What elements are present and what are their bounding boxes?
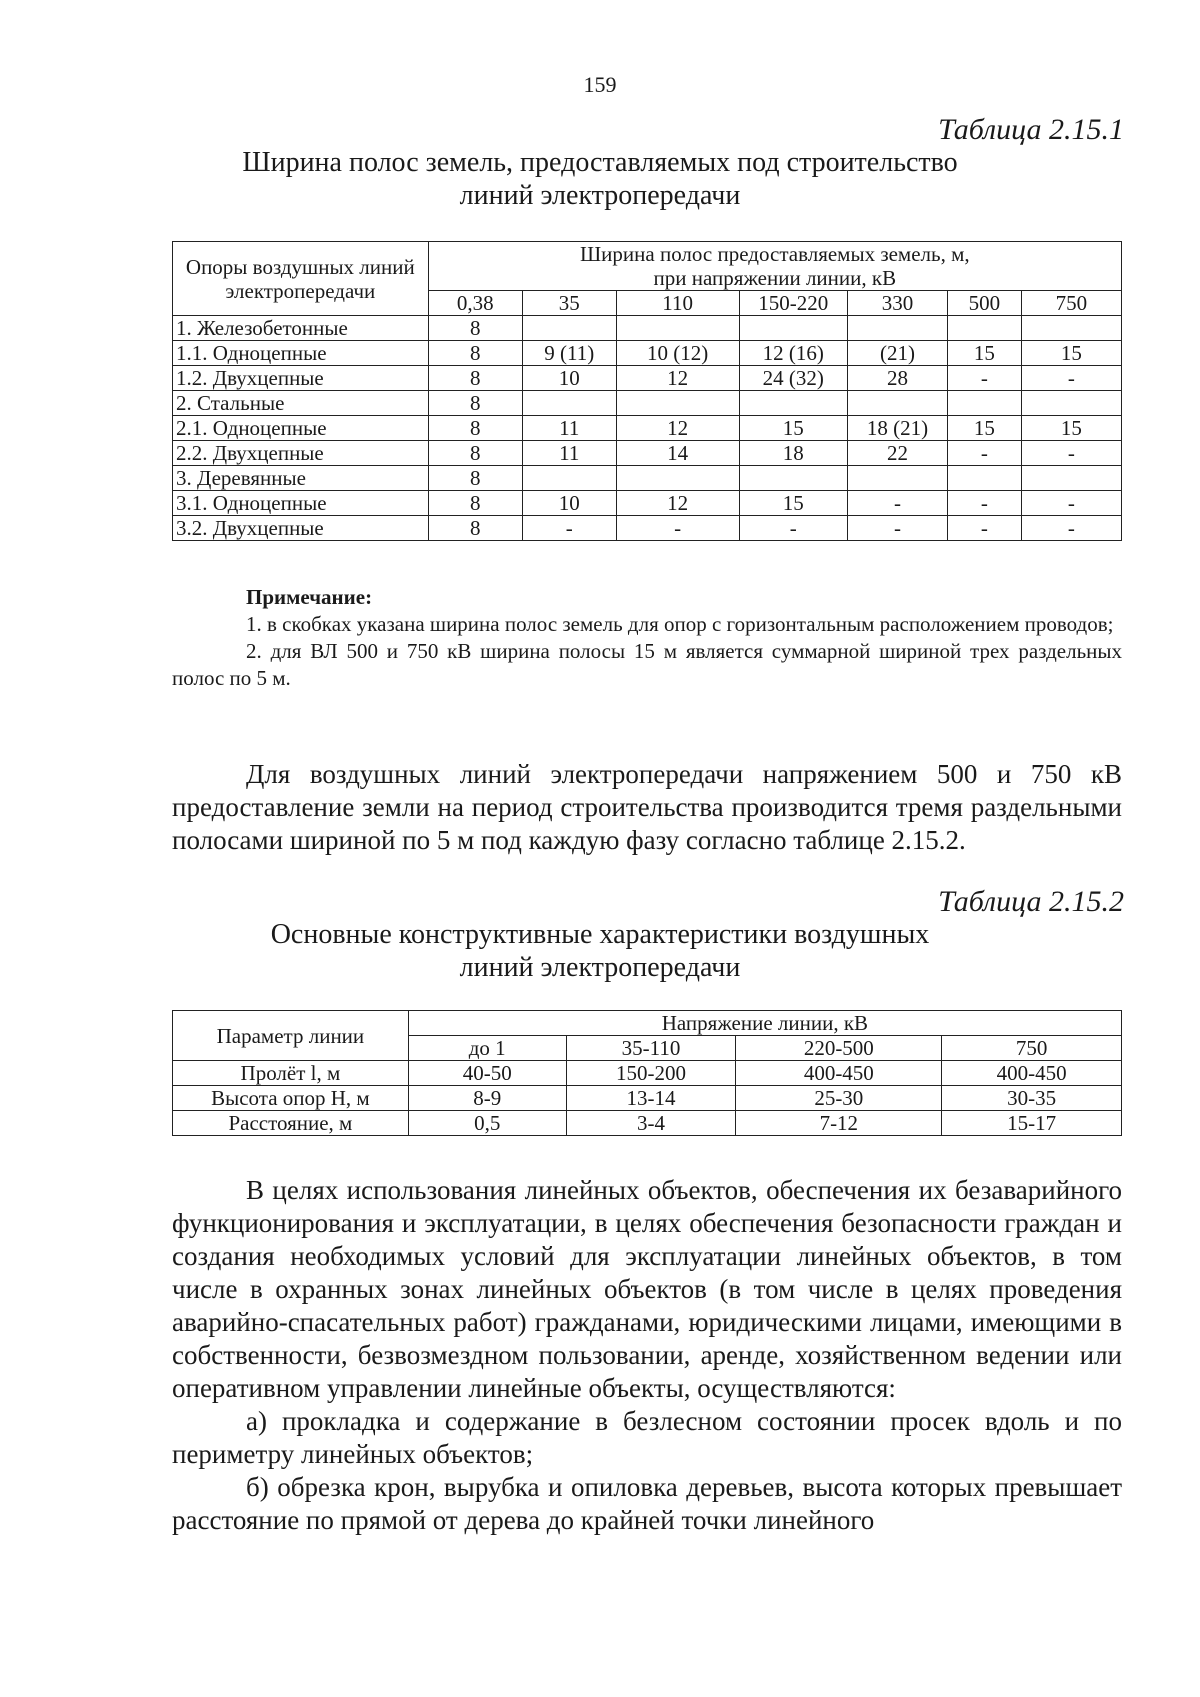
table-cell: 8 [428, 366, 522, 391]
table-cell: 8 [428, 316, 522, 341]
row-label: 1.1. Одноцепные [173, 341, 429, 366]
table-cell [616, 316, 739, 341]
table-cell: 400-450 [736, 1061, 942, 1086]
table-cell: Высота опор H, м [173, 1086, 409, 1111]
table-cell [739, 466, 847, 491]
table-cell: - [847, 516, 947, 541]
table-cell: - [948, 441, 1022, 466]
table-cell: - [1021, 516, 1121, 541]
table-cell: 8 [428, 341, 522, 366]
row-label: 2.1. Одноцепные [173, 416, 429, 441]
table1-voltage-header: 150-220 [739, 291, 847, 316]
table1-body [173, 316, 1122, 541]
table-cell: 30-35 [942, 1086, 1122, 1111]
table-cell: 12 [616, 416, 739, 441]
table-cell: Пролёт l, м [173, 1061, 409, 1086]
table-cell: Расстояние, м [173, 1111, 409, 1136]
table1-col0-header: Опоры воздушных линий электропередачи [173, 242, 429, 316]
table-cell: 10 [522, 366, 616, 391]
table-cell: 12 [616, 491, 739, 516]
table2-voltage-header: 750 [942, 1036, 1122, 1061]
table2-voltage-header: 220-500 [736, 1036, 942, 1061]
table-cell: 15-17 [942, 1111, 1122, 1136]
table-cell: 40-50 [408, 1061, 566, 1086]
table1-voltage-header: 110 [616, 291, 739, 316]
row-label: 3.1. Одноцепные [173, 491, 429, 516]
table-cell: - [948, 516, 1022, 541]
table-row [173, 341, 1122, 366]
table-cell: 28 [847, 366, 947, 391]
table2-title [0, 918, 1200, 984]
table-cell [522, 316, 616, 341]
table-cell: 15 [948, 416, 1022, 441]
table1-voltage-header: 35 [522, 291, 616, 316]
table2-title-line2: линий электропередачи [459, 952, 741, 983]
table-cell: 25-30 [736, 1086, 942, 1111]
table-cell: - [1021, 441, 1121, 466]
table1-group-header-line2: при напряжении линии, кВ [653, 266, 897, 290]
note-item-2: 2. для ВЛ 500 и 750 кВ ширина полосы 15 м является суммарной шириной трех раздельных полос по 5 м. [172, 639, 1122, 690]
note-item-1: 1. в скобках указана ширина полос земель для опор с горизонтальным расположением проводов; [246, 612, 1114, 636]
table-cell [1021, 316, 1121, 341]
table1-note [172, 584, 1122, 692]
table-cell: 8 [428, 491, 522, 516]
table-cell: - [522, 516, 616, 541]
table-cell: 10 [522, 491, 616, 516]
table-row [173, 1086, 1122, 1111]
table-cell: - [948, 366, 1022, 391]
paragraph-2: В целях использования линейных объектов, обеспечения их безаварийного функционирования и эксплуатации, в целях обеспечения безопасности граждан и создания необходимых условий для эксплуатации линейных объектов, в том числе в охранных зонах линейных объектов (в том числе в целях проведения аварийно-спасательных работ) гражданами, юридическими лицами, имеющими в собственности, безвозмездном пользовании, аренде, хозяйственном ведении или оперативном управлении линейные объекты, осуществляются: [172, 1175, 1122, 1403]
table-cell: 15 [739, 416, 847, 441]
table-cell: - [948, 491, 1022, 516]
table-row [173, 441, 1122, 466]
table-cell: 12 (16) [739, 341, 847, 366]
table1-voltage-header: 500 [948, 291, 1022, 316]
table2-body [173, 1061, 1122, 1136]
table-cell: 12 [616, 366, 739, 391]
table1-group-header-line1: Ширина полос предоставляемых земель, м, [580, 242, 970, 266]
table-cell: 22 [847, 441, 947, 466]
table-cell: 150-200 [566, 1061, 736, 1086]
table1-group-header [428, 242, 1121, 291]
table-cell: 24 (32) [739, 366, 847, 391]
table-cell: 8 [428, 516, 522, 541]
table2 [172, 1010, 1122, 1136]
table-cell: 8-9 [408, 1086, 566, 1111]
table-cell [739, 316, 847, 341]
table-cell: 14 [616, 441, 739, 466]
table-cell: 13-14 [566, 1086, 736, 1111]
table1-title-line1: Ширина полос земель, предоставляемых под строительство [242, 147, 958, 178]
table-row [173, 1061, 1122, 1086]
table2-label: Таблица 2.15.2 [938, 885, 1124, 918]
table-cell: 15 [739, 491, 847, 516]
table-cell: 18 [739, 441, 847, 466]
table-cell: - [1021, 491, 1121, 516]
table-row [173, 391, 1122, 416]
table-cell [1021, 391, 1121, 416]
table-cell [847, 466, 947, 491]
table-cell: 7-12 [736, 1111, 942, 1136]
table-cell: - [847, 491, 947, 516]
table-cell [522, 466, 616, 491]
table2-voltage-header: 35-110 [566, 1036, 736, 1061]
table-cell: 9 (11) [522, 341, 616, 366]
table1-voltage-header: 0,38 [428, 291, 522, 316]
table-cell [847, 391, 947, 416]
paragraph-4: б) обрезка крон, вырубка и опиловка деревьев, высота которых превышает расстояние по прямой от дерева до крайней точки линейного [172, 1472, 1122, 1535]
table-cell: 11 [522, 441, 616, 466]
table-cell [1021, 466, 1121, 491]
table-cell [522, 391, 616, 416]
table1-voltage-header: 330 [847, 291, 947, 316]
table1-header-row [173, 242, 1122, 291]
table2-col0-header: Параметр линии [173, 1011, 409, 1061]
table-cell [948, 316, 1022, 341]
row-label: 2. Стальные [173, 391, 429, 416]
table-cell: (21) [847, 341, 947, 366]
table-cell [616, 466, 739, 491]
table-row [173, 1111, 1122, 1136]
table-cell: - [616, 516, 739, 541]
table-cell: 3-4 [566, 1111, 736, 1136]
table-row [173, 416, 1122, 441]
table-cell: 11 [522, 416, 616, 441]
table-cell: 8 [428, 391, 522, 416]
table-row [173, 316, 1122, 341]
table2-header-row [173, 1011, 1122, 1036]
paragraph-1-text: Для воздушных линий электропередачи напряжением 500 и 750 кВ предоставление земли на период строительства производится тремя раздельными полосами шириной по 5 м под каждую фазу согласно таблице 2.15.2. [172, 759, 1122, 855]
table2-title-line1: Основные конструктивные характеристики воздушных [270, 919, 930, 950]
table-row [173, 366, 1122, 391]
table2-voltage-header: до 1 [408, 1036, 566, 1061]
table2-group-header: Напряжение линии, кВ [408, 1011, 1121, 1036]
table-cell: 15 [1021, 416, 1121, 441]
table-row [173, 466, 1122, 491]
table1-title-line2: линий электропередачи [459, 180, 741, 211]
table-cell: 15 [948, 341, 1022, 366]
table-cell: - [739, 516, 847, 541]
table-cell [739, 391, 847, 416]
table-cell: 15 [1021, 341, 1121, 366]
table-cell: 8 [428, 466, 522, 491]
body-paragraphs [172, 1174, 1122, 1537]
table-row [173, 491, 1122, 516]
table-cell: 8 [428, 416, 522, 441]
table-row [173, 516, 1122, 541]
table1-title [0, 146, 1200, 212]
row-label: 3.2. Двухцепные [173, 516, 429, 541]
table-cell [948, 391, 1022, 416]
table-cell: 0,5 [408, 1111, 566, 1136]
row-label: 2.2. Двухцепные [173, 441, 429, 466]
page-number: 159 [583, 72, 617, 97]
table-cell: 8 [428, 441, 522, 466]
table1 [172, 241, 1122, 541]
table-cell: 400-450 [942, 1061, 1122, 1086]
table-cell [616, 391, 739, 416]
table-cell: 18 (21) [847, 416, 947, 441]
table1-label: Таблица 2.15.1 [938, 113, 1124, 146]
note-heading: Примечание: [246, 585, 373, 609]
row-label: 1.2. Двухцепные [173, 366, 429, 391]
paragraph-1 [172, 758, 1122, 857]
row-label: 3. Деревянные [173, 466, 429, 491]
table-cell [948, 466, 1022, 491]
table-cell: 10 (12) [616, 341, 739, 366]
table1-voltage-header: 750 [1021, 291, 1121, 316]
paragraph-3: а) прокладка и содержание в безлесном состоянии просек вдоль и по периметру линейных объектов; [172, 1406, 1122, 1469]
table-cell [847, 316, 947, 341]
row-label: 1. Железобетонные [173, 316, 429, 341]
table-cell: - [1021, 366, 1121, 391]
